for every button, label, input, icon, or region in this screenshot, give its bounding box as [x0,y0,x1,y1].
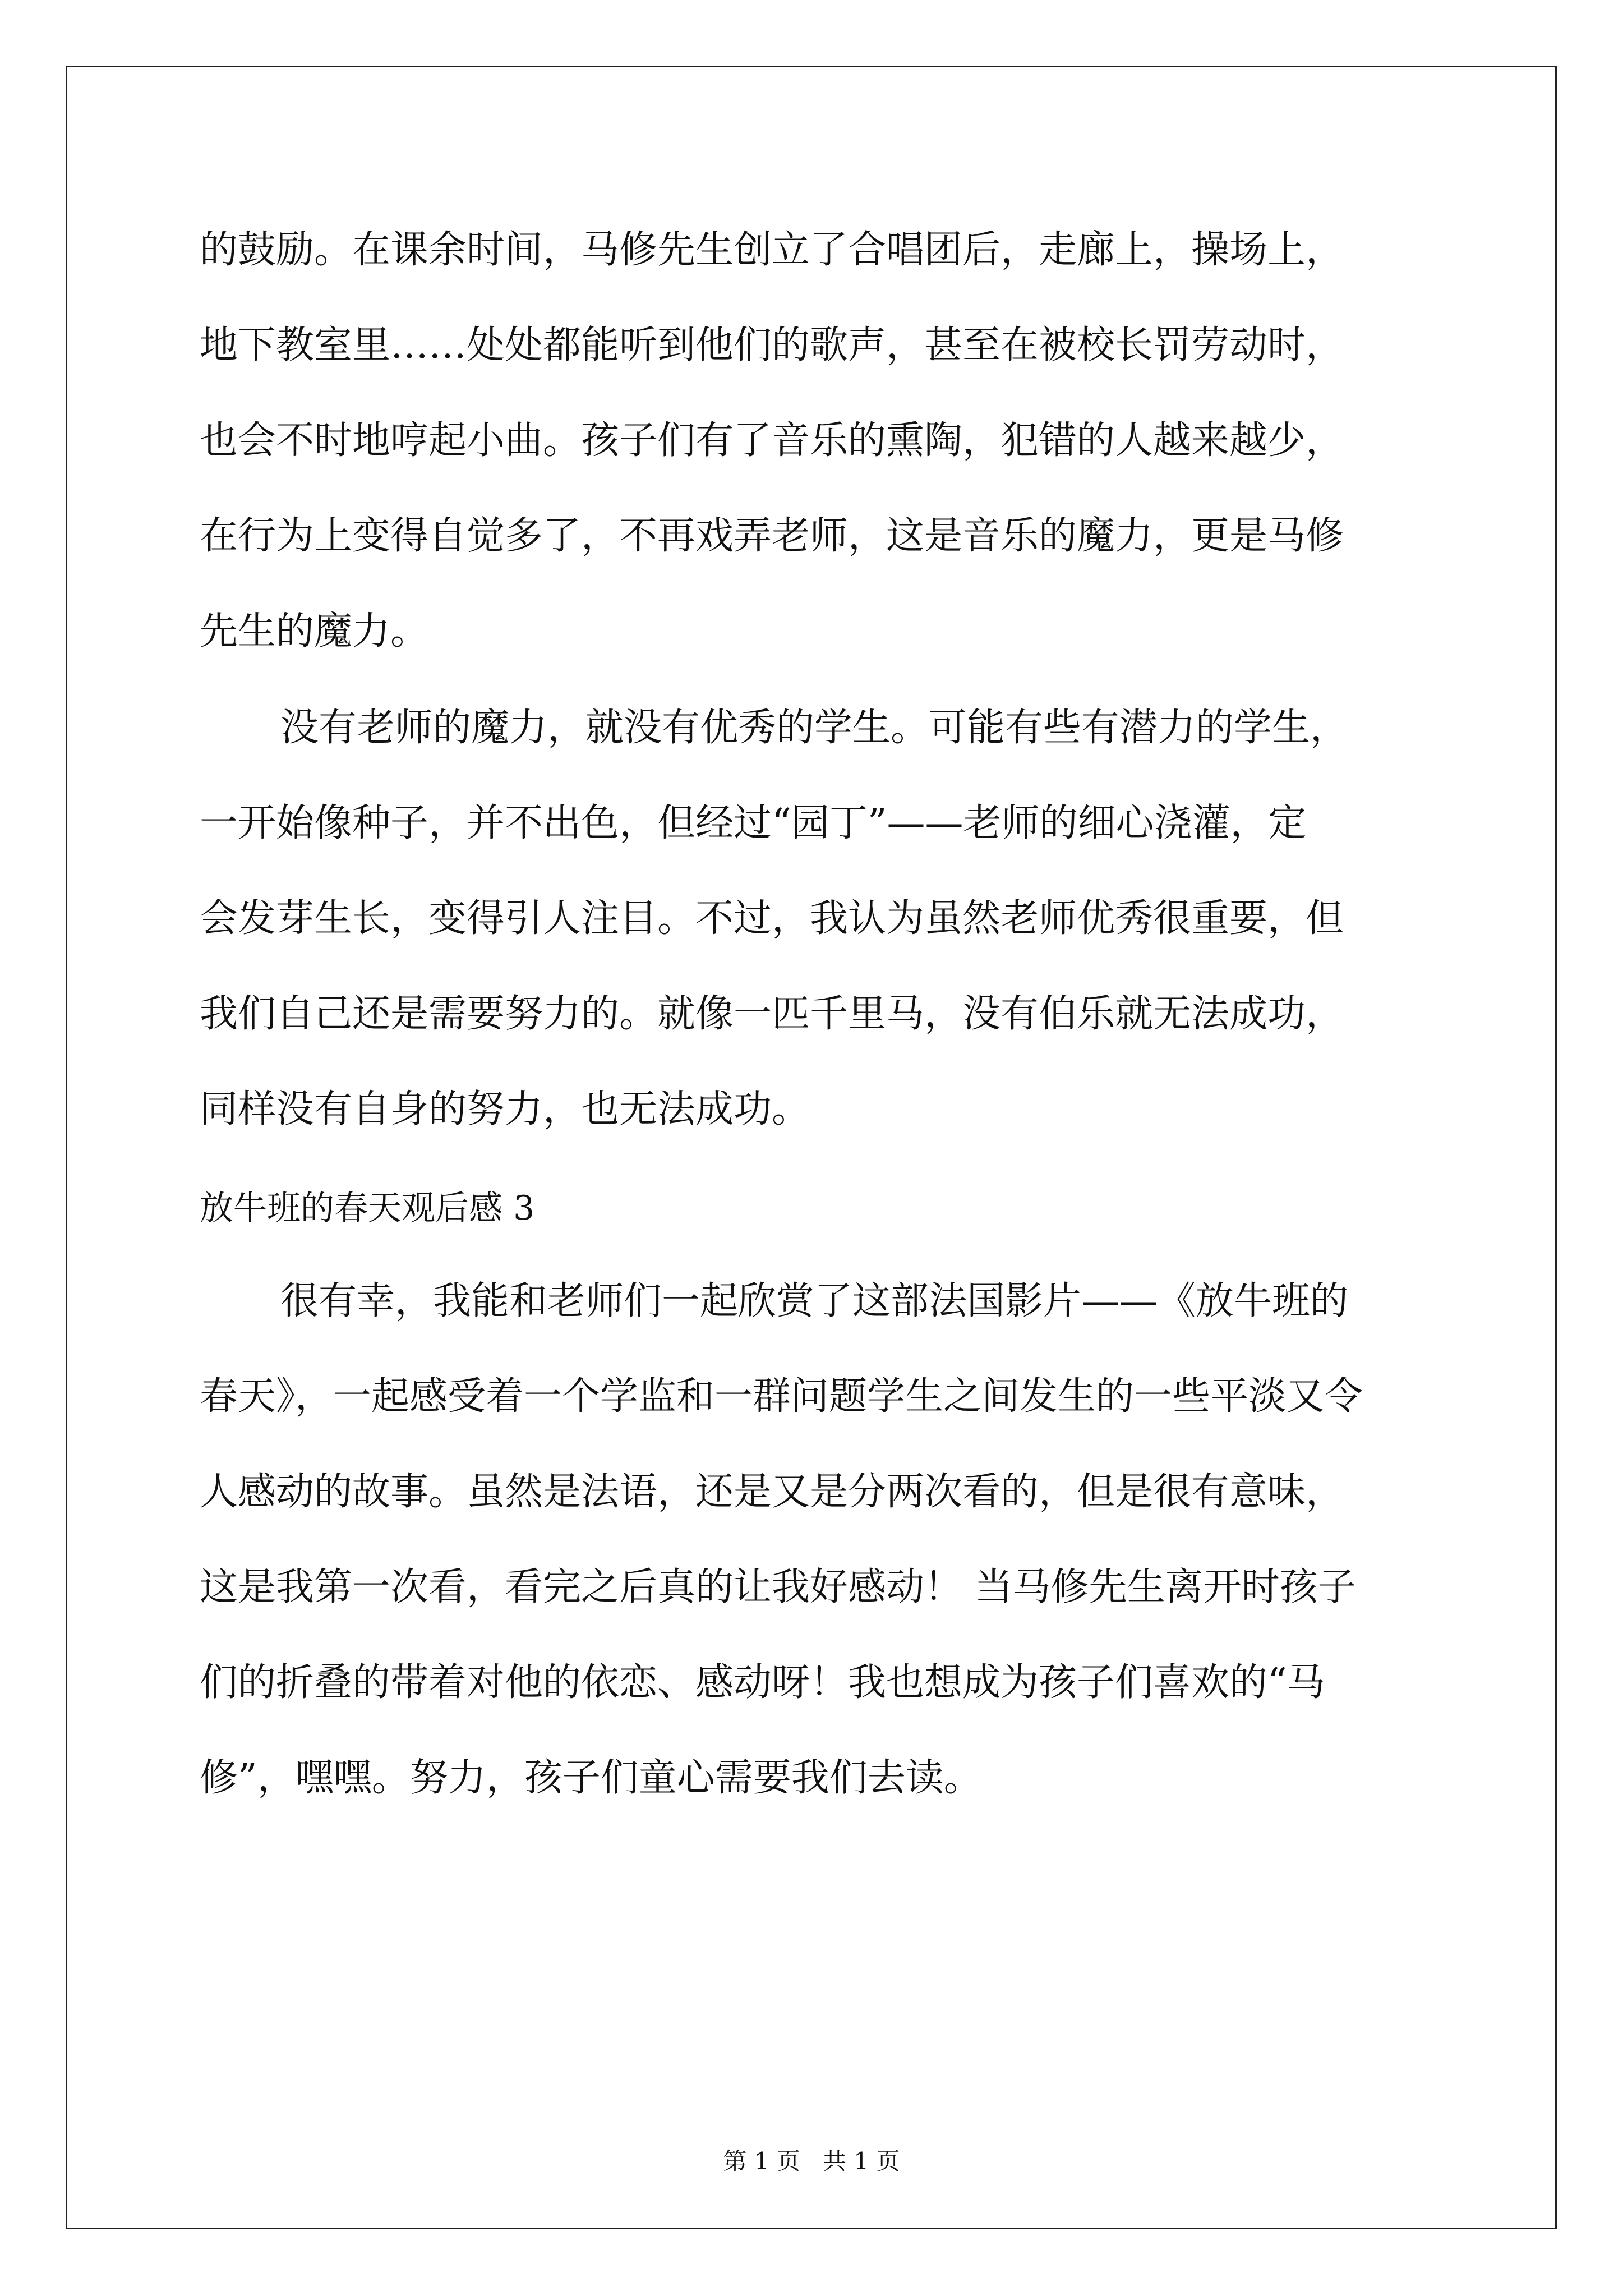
paragraph-1-line-4: 在行为上变得自觉多了，不再戏弄老师，这是音乐的魔力，更是马修 [200,514,1344,558]
page-border [66,66,1557,2229]
paragraph-3-line-4: 这是我第一次看，看完之后真的让我好感动！ 当马修先生离开时孩子 [200,1565,1356,1609]
paragraph-1-line-3: 也会不时地哼起小曲。孩子们有了音乐的熏陶，犯错的人越来越少， [200,418,1344,463]
paragraph-2-line-5: 同样没有自身的努力，也无法成功。 [200,1087,810,1131]
paragraph-2-line-1: 没有老师的魔力，就没有优秀的学生。可能有些有潜力的学生， [280,706,1349,750]
paragraph-1-line-5: 先生的魔力。 [200,609,429,654]
paragraph-2-line-2: 一开始像种子，并不出色，但经过“园丁”——老师的细心浇灌，定 [200,801,1307,845]
paragraph-3-line-5: 们的折叠的带着对他的依恋、感动呀！我也想成为孩子们喜欢的“马 [200,1660,1325,1705]
paragraph-3-line-2: 春天》，一起感受着一个学监和一群问题学生之间发生的一些平淡又令 [200,1374,1363,1419]
section-heading: 放牛班的春天观后感 3 [200,1189,535,1228]
paragraph-3-line-1: 很有幸，我能和老师们一起欣赏了这部法国影片——《放牛班的 [280,1279,1349,1323]
paragraph-1-line-2: 地下教室里……处处都能听到他们的歌声，甚至在被校长罚劳动时， [200,323,1344,367]
paragraph-3-line-6: 修”，嘿嘿。努力，孩子们童心需要我们去读。 [200,1756,982,1800]
page-footer: 第 1 页 共 1 页 [723,2147,900,2175]
paragraph-1-line-1: 的鼓励。在课余时间，马修先生创立了合唱团后，走廊上，操场上， [200,228,1344,272]
paragraph-2-line-3: 会发芽生长，变得引人注目。不过，我认为虽然老师优秀很重要，但 [200,896,1344,941]
paragraph-3-line-3: 人感动的故事。虽然是法语，还是又是分两次看的，但是很有意味， [200,1470,1344,1514]
paragraph-2-line-4: 我们自己还是需要努力的。就像一匹千里马，没有伯乐就无法成功， [200,992,1344,1036]
